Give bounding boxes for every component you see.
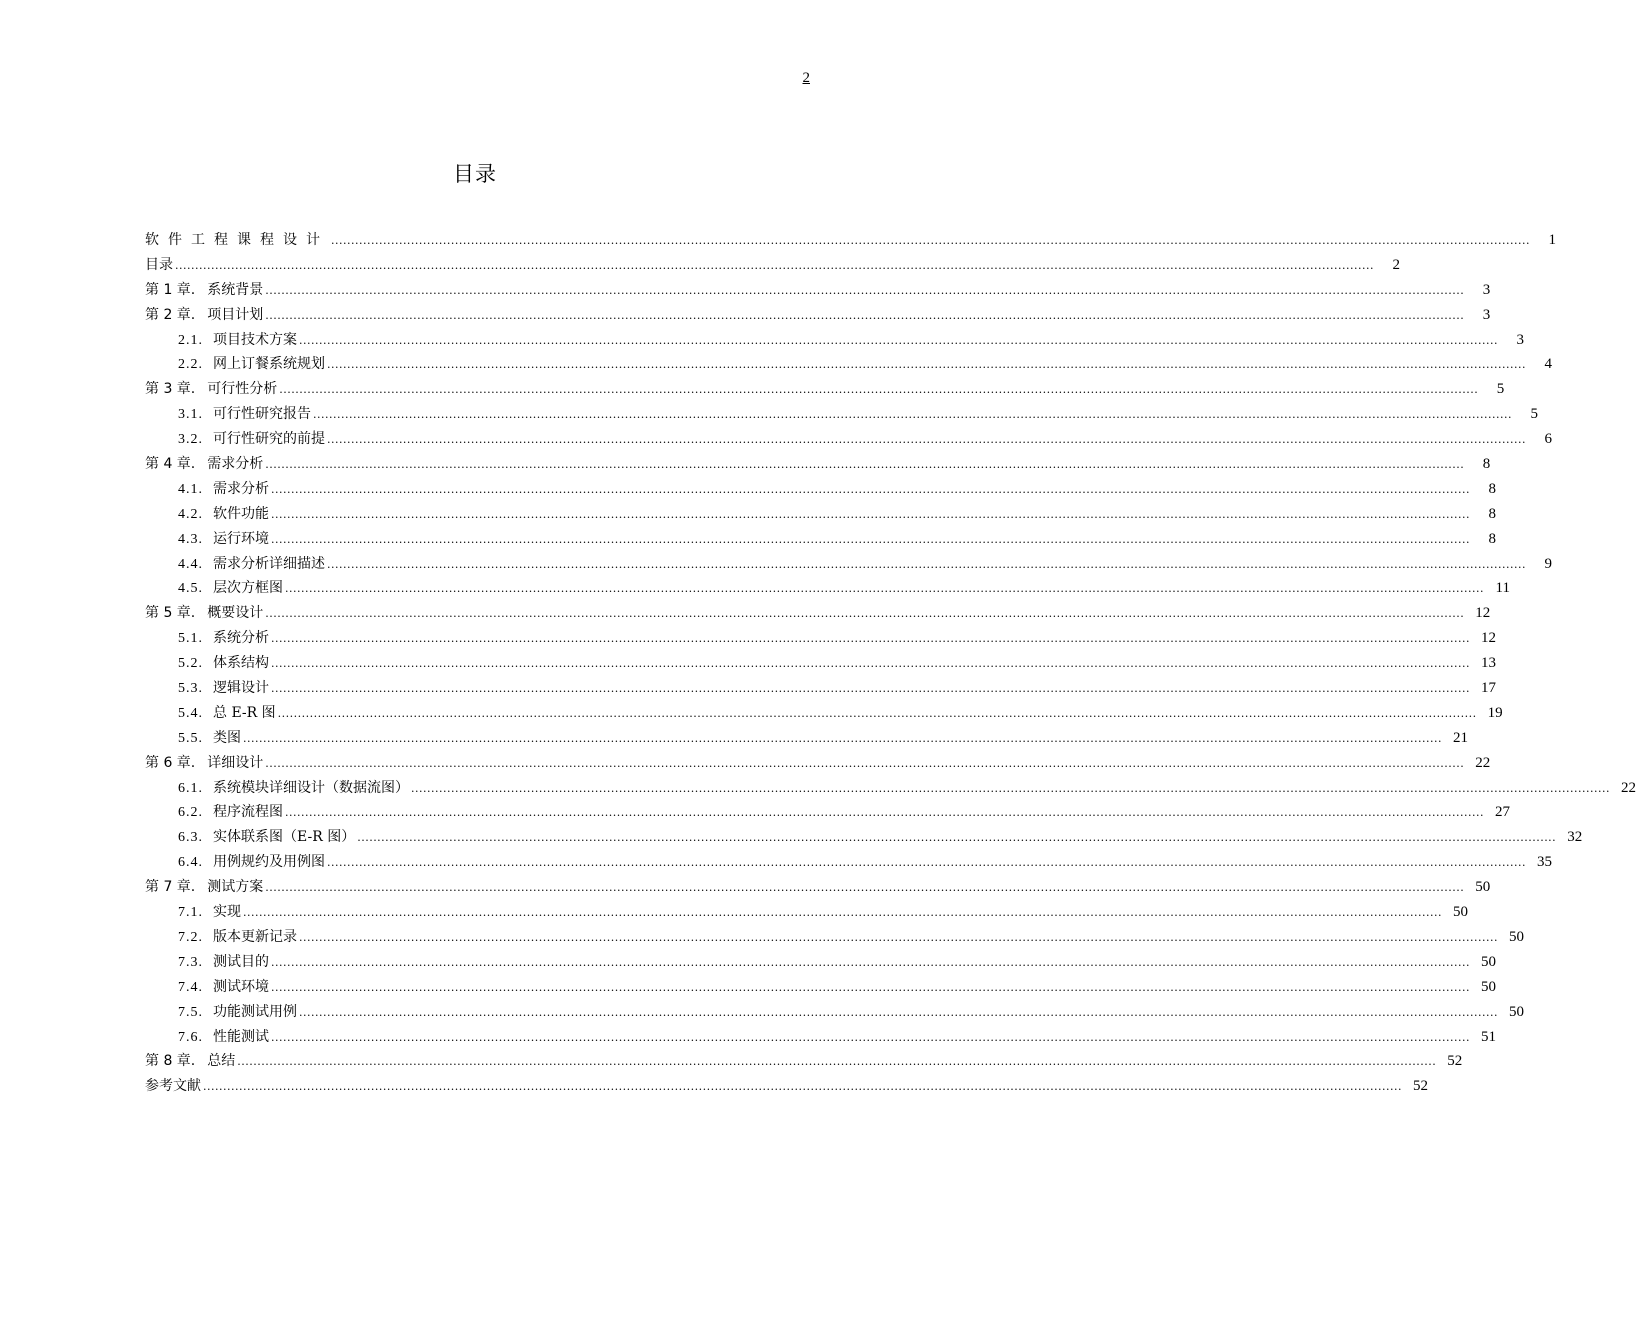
- toc-entry-number: 7.4.: [178, 979, 203, 995]
- toc-entry-page: 13: [1480, 655, 1496, 672]
- toc-entry-number: 5.4.: [178, 705, 203, 721]
- toc-leader-dots: ............................................................................................................................................................................................................................................................................................................: [285, 806, 1484, 820]
- toc-entry-label: [178, 975, 269, 1001]
- toc-leader-dots: ............................................................................................................................................................................................................................................................................................................: [271, 657, 1470, 671]
- toc-entry-page: 50: [1508, 928, 1524, 945]
- toc-entry-number: 7.3.: [178, 954, 203, 970]
- toc-entry-label: [178, 1000, 297, 1026]
- toc-entry-title: 可行性分析: [207, 381, 278, 398]
- toc-entry-title: 运行环境: [213, 530, 269, 547]
- toc-leader-dots: ............................................................................................................................................................................................................................................................................................................: [265, 283, 1465, 297]
- toc-entry-label: [178, 676, 269, 702]
- toc-entry-number: 第 6 章.: [145, 754, 196, 771]
- toc-entry-title: 系统模块详细设计（数据流图）: [213, 779, 409, 796]
- toc-section-entry[interactable]: [145, 850, 1552, 875]
- toc-entry-label: [145, 253, 173, 278]
- toc-entry-label: [145, 751, 263, 776]
- toc-entry-title: 需求分析详细描述: [213, 555, 325, 572]
- toc-entry-title: 项目技术方案: [213, 331, 297, 348]
- toc-section-entry[interactable]: [145, 576, 1510, 601]
- toc-entry-label: [145, 875, 263, 900]
- toc-leader-dots: ............................................................................................................................................................................................................................................................................................................: [327, 856, 1526, 870]
- toc-entry-label: [178, 427, 325, 453]
- toc-entry-number: 4.2.: [178, 506, 203, 522]
- toc-entry-page: 32: [1567, 829, 1583, 846]
- toc-entry-title: 层次方框图: [213, 580, 283, 597]
- toc-entry-label: [145, 228, 329, 253]
- toc-leader-dots: ............................................................................................................................................................................................................................................................................................................: [271, 482, 1470, 496]
- toc-entry-number: 第 5 章.: [145, 605, 196, 622]
- toc-entry-page: 2: [1392, 256, 1400, 273]
- toc-entry-number: 第 3 章.: [145, 381, 196, 398]
- toc-entry-page: 52: [1412, 1078, 1428, 1095]
- toc-leader-dots: ............................................................................................................................................................................................................................................................................................................: [271, 507, 1470, 521]
- toc-leader-dots: ............................................................................................................................................................................................................................................................................................................: [237, 1055, 1437, 1069]
- toc-entry-page: 8: [1488, 530, 1496, 547]
- toc-entry-title: 参考文献: [145, 1078, 201, 1095]
- toc-chapter-entry[interactable]: [145, 303, 1491, 328]
- toc-leader-dots: ............................................................................................................................................................................................................................................................................................................: [327, 557, 1526, 571]
- toc-entry-label: [178, 850, 325, 876]
- toc-leader-dots: ............................................................................................................................................................................................................................................................................................................: [243, 731, 1442, 745]
- toc-section-entry[interactable]: [145, 825, 1583, 850]
- toc-entry-number: 6.2.: [178, 805, 203, 821]
- toc-section-entry[interactable]: [145, 800, 1510, 825]
- toc-chapter-entry[interactable]: [145, 228, 1556, 253]
- toc-leader-dots: ............................................................................................................................................................................................................................................................................................................: [265, 308, 1465, 322]
- toc-leader-dots: ............................................................................................................................................................................................................................................................................................................: [203, 1080, 1402, 1094]
- toc-entry-number: 4.1.: [178, 481, 203, 497]
- toc-entry-label: [145, 303, 263, 328]
- toc-entry-label: [178, 502, 269, 528]
- toc-entry-number: 7.6.: [178, 1029, 203, 1045]
- toc-section-entry[interactable]: [145, 651, 1496, 676]
- toc-entry-title: 软件功能: [213, 505, 269, 522]
- toc-entry-number: 第 4 章.: [145, 456, 196, 473]
- toc-entry-page: 27: [1494, 804, 1510, 821]
- toc-entry-number: 2.2.: [178, 357, 203, 373]
- toc-entry-title: 可行性研究的前提: [213, 431, 325, 448]
- toc-entry-number: 7.2.: [178, 929, 203, 945]
- toc-entry-page: 17: [1480, 680, 1496, 697]
- toc-section-entry[interactable]: [145, 701, 1503, 726]
- toc-leader-dots: ............................................................................................................................................................................................................................................................................................................: [331, 234, 1530, 247]
- toc-entry-number: 5.2.: [178, 656, 203, 672]
- toc-entry-number: 第 7 章.: [145, 879, 196, 896]
- toc-entry-title: 测试目的: [213, 953, 269, 970]
- toc-section-entry[interactable]: [145, 676, 1496, 701]
- toc-entry-label: [145, 1049, 235, 1074]
- toc-entry-title: 总 E-R 图: [213, 704, 276, 721]
- toc-leader-dots: ............................................................................................................................................................................................................................................................................................................: [327, 433, 1526, 447]
- toc-section-entry[interactable]: [145, 1000, 1524, 1025]
- toc-entry-title: 体系结构: [213, 655, 269, 672]
- toc-entry-number: 5.5.: [178, 730, 203, 746]
- toc-entry-title: 系统分析: [213, 630, 269, 647]
- toc-entry-title: 实现: [213, 904, 241, 921]
- toc-entry-label: [178, 651, 269, 677]
- toc-leader-dots: ............................................................................................................................................................................................................................................................................................................: [313, 408, 1512, 422]
- toc-title: 目录: [453, 162, 497, 186]
- toc-entry-page: 5: [1496, 381, 1505, 398]
- toc-entry-title: 软件工程课程设计: [145, 232, 329, 248]
- toc-entry-title: 网上订餐系统规划: [213, 356, 325, 373]
- table-of-contents: [145, 228, 1636, 1099]
- toc-entry-label: [178, 925, 297, 951]
- toc-entry-label: [178, 352, 325, 378]
- toc-leader-dots: ............................................................................................................................................................................................................................................................................................................: [175, 258, 1374, 272]
- toc-section-entry[interactable]: [145, 527, 1496, 552]
- toc-leader-dots: ............................................................................................................................................................................................................................................................................................................: [411, 781, 1610, 795]
- toc-chapter-entry[interactable]: [145, 751, 1491, 776]
- toc-entry-title: 功能测试用例: [213, 1003, 297, 1020]
- toc-entry-label: [178, 626, 269, 652]
- toc-entry-page: 8: [1488, 505, 1496, 522]
- toc-entry-label: [178, 701, 276, 727]
- toc-entry-page: 6: [1544, 431, 1552, 448]
- toc-leader-dots: ............................................................................................................................................................................................................................................................................................................: [265, 607, 1465, 621]
- toc-entry-label: [178, 950, 269, 976]
- toc-entry-title: 总结: [207, 1053, 236, 1070]
- toc-leader-dots: ............................................................................................................................................................................................................................................................................................................: [271, 955, 1470, 969]
- toc-entry-page: 3: [1482, 306, 1491, 323]
- toc-entry-label: [145, 377, 277, 402]
- toc-entry-label: [178, 402, 311, 428]
- toc-entry-number: 7.1.: [178, 905, 203, 921]
- toc-leader-dots: ............................................................................................................................................................................................................................................................................................................: [277, 706, 1477, 720]
- toc-chapter-entry[interactable]: [145, 253, 1400, 278]
- toc-entry-title: 概要设计: [207, 605, 264, 622]
- toc-section-entry[interactable]: [145, 975, 1496, 1000]
- toc-entry-number: 3.1.: [178, 407, 203, 423]
- toc-entry-number: 6.3.: [178, 830, 203, 846]
- toc-chapter-entry[interactable]: [145, 1049, 1463, 1074]
- toc-chapter-entry[interactable]: [145, 278, 1491, 303]
- toc-entry-page: 50: [1480, 978, 1496, 995]
- toc-entry-page: 22: [1475, 754, 1491, 771]
- toc-entry-label: [178, 800, 283, 826]
- toc-entry-page: 5: [1530, 406, 1538, 423]
- toc-entry-page: 3: [1482, 281, 1491, 298]
- toc-entry-label: [145, 1074, 201, 1099]
- toc-leader-dots: ............................................................................................................................................................................................................................................................................................................: [271, 632, 1470, 646]
- toc-leader-dots: ............................................................................................................................................................................................................................................................................................................: [265, 458, 1465, 472]
- toc-entry-title: 实体联系图（E-R 图）: [213, 829, 356, 846]
- toc-entry-page: 12: [1480, 630, 1496, 647]
- toc-section-entry[interactable]: [145, 925, 1524, 950]
- toc-leader-dots: ............................................................................................................................................................................................................................................................................................................: [279, 383, 1479, 397]
- toc-entry-title: 程序流程图: [213, 804, 283, 821]
- toc-section-entry[interactable]: [145, 726, 1468, 751]
- toc-entry-label: [178, 726, 241, 752]
- toc-entry-title: 测试方案: [207, 879, 264, 896]
- toc-entry-number: 2.1.: [178, 332, 203, 348]
- toc-entry-title: 详细设计: [207, 754, 264, 771]
- toc-section-entry[interactable]: [145, 1025, 1496, 1050]
- toc-entry-page: 4: [1544, 356, 1552, 373]
- toc-section-entry[interactable]: [145, 502, 1496, 527]
- toc-section-entry[interactable]: [145, 328, 1524, 353]
- toc-entry-title: 性能测试: [213, 1028, 269, 1045]
- page-number: 2: [802, 70, 810, 86]
- toc-entry-label: [178, 552, 325, 578]
- toc-entry-page: 8: [1482, 456, 1491, 473]
- toc-entry-page: 1: [1548, 232, 1556, 248]
- toc-entry-label: [178, 527, 269, 553]
- toc-entry-label: [145, 452, 263, 477]
- toc-entry-number: 5.3.: [178, 681, 203, 697]
- toc-section-entry[interactable]: [145, 626, 1496, 651]
- toc-leader-dots: ............................................................................................................................................................................................................................................................................................................: [327, 358, 1526, 372]
- toc-entry-page: 51: [1480, 1028, 1496, 1045]
- toc-entry-number: 4.4.: [178, 556, 203, 572]
- toc-entry-title: 项目计划: [207, 306, 264, 323]
- toc-entry-label: [178, 825, 355, 851]
- toc-section-entry[interactable]: [145, 776, 1636, 801]
- toc-chapter-entry[interactable]: [145, 875, 1491, 900]
- toc-entry-label: [178, 776, 409, 802]
- toc-entry-number: 5.1.: [178, 631, 203, 647]
- toc-entry-page: 22: [1620, 779, 1636, 796]
- toc-entry-number: 4.5.: [178, 581, 203, 597]
- toc-entry-number: 第 8 章.: [145, 1053, 196, 1070]
- toc-section-entry[interactable]: [145, 900, 1468, 925]
- toc-entry-label: [178, 576, 283, 602]
- toc-entry-number: 第 2 章.: [145, 306, 196, 323]
- toc-section-entry[interactable]: [145, 552, 1552, 577]
- toc-entry-label: [178, 1025, 269, 1051]
- toc-entry-title: 用例规约及用例图: [213, 854, 325, 871]
- toc-entry-number: 6.1.: [178, 780, 203, 796]
- toc-entry-number: 6.4.: [178, 855, 203, 871]
- toc-entry-title: 需求分析: [207, 456, 264, 473]
- toc-leader-dots: ............................................................................................................................................................................................................................................................................................................: [265, 881, 1465, 895]
- toc-leader-dots: ............................................................................................................................................................................................................................................................................................................: [271, 532, 1470, 546]
- toc-entry-page: 11: [1495, 580, 1510, 597]
- toc-leader-dots: ............................................................................................................................................................................................................................................................................................................: [271, 682, 1470, 696]
- toc-entry-title: 版本更新记录: [213, 928, 297, 945]
- toc-entry-title: 类图: [213, 729, 241, 746]
- toc-entry-title: 目录: [145, 256, 173, 273]
- toc-leader-dots: ............................................................................................................................................................................................................................................................................................................: [265, 756, 1465, 770]
- toc-entry-label: [178, 477, 269, 503]
- toc-leader-dots: ............................................................................................................................................................................................................................................................................................................: [271, 980, 1470, 994]
- toc-section-entry[interactable]: [145, 402, 1538, 427]
- toc-entry-page: 19: [1487, 704, 1503, 721]
- toc-entry-page: 9: [1544, 555, 1552, 572]
- toc-entry-title: 可行性研究报告: [213, 406, 311, 423]
- toc-leader-dots: ............................................................................................................................................................................................................................................................................................................: [299, 333, 1498, 347]
- toc-entry-label: [145, 278, 263, 303]
- toc-entry-label: [145, 601, 263, 626]
- toc-entry-page: 52: [1447, 1053, 1463, 1070]
- toc-section-entry[interactable]: [145, 950, 1496, 975]
- toc-chapter-entry[interactable]: [145, 452, 1491, 477]
- toc-entry-page: 50: [1508, 1003, 1524, 1020]
- toc-entry-title: 测试环境: [213, 978, 269, 995]
- toc-leader-dots: ............................................................................................................................................................................................................................................................................................................: [299, 1005, 1498, 1019]
- toc-leader-dots: ............................................................................................................................................................................................................................................................................................................: [271, 1030, 1470, 1044]
- toc-leader-dots: ............................................................................................................................................................................................................................................................................................................: [299, 930, 1498, 944]
- toc-section-entry[interactable]: [145, 427, 1552, 452]
- toc-entry-title: 逻辑设计: [213, 680, 269, 697]
- toc-leader-dots: ............................................................................................................................................................................................................................................................................................................: [243, 906, 1442, 920]
- toc-entry-page: 35: [1536, 854, 1552, 871]
- toc-entry-page: 50: [1452, 904, 1468, 921]
- toc-section-entry[interactable]: [145, 477, 1496, 502]
- toc-entry-label: [178, 900, 241, 926]
- toc-leader-dots: ............................................................................................................................................................................................................................................................................................................: [357, 831, 1557, 845]
- toc-entry-number: 7.5.: [178, 1004, 203, 1020]
- toc-leader-dots: ............................................................................................................................................................................................................................................................................................................: [285, 582, 1484, 596]
- toc-section-entry[interactable]: [145, 352, 1552, 377]
- toc-chapter-entry[interactable]: [145, 601, 1491, 626]
- toc-entry-title: 需求分析: [213, 480, 269, 497]
- toc-entry-page: 50: [1475, 879, 1491, 896]
- toc-entry-title: 系统背景: [207, 281, 264, 298]
- toc-chapter-entry[interactable]: [145, 1074, 1428, 1099]
- toc-entry-number: 第 1 章.: [145, 281, 196, 298]
- toc-entry-page: 3: [1516, 331, 1524, 348]
- toc-entry-page: 8: [1488, 480, 1496, 497]
- toc-chapter-entry[interactable]: [145, 377, 1505, 402]
- toc-entry-number: 3.2.: [178, 432, 203, 448]
- toc-entry-page: 21: [1452, 729, 1468, 746]
- toc-entry-page: 12: [1475, 605, 1491, 622]
- toc-entry-label: [178, 328, 297, 354]
- toc-entry-number: 4.3.: [178, 531, 203, 547]
- toc-entry-page: 50: [1480, 953, 1496, 970]
